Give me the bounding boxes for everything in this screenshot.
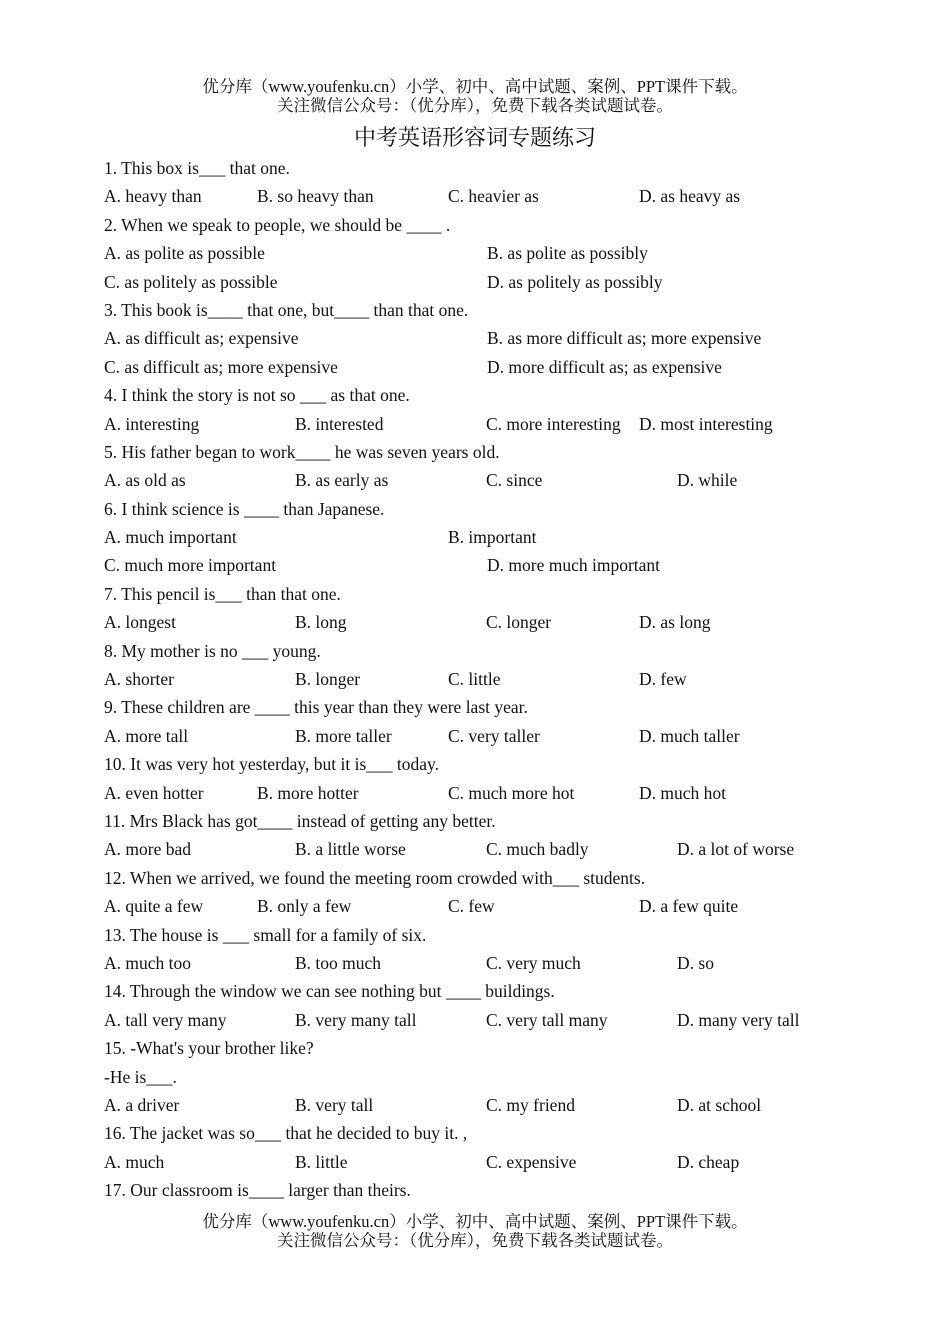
question-stem [104, 807, 834, 835]
question-text: 9. These children are ____ this year than they were last year. [104, 697, 528, 718]
question-stem [104, 381, 834, 409]
option-row [104, 551, 834, 579]
option-row [104, 523, 834, 551]
option-c: C. more interesting [486, 413, 621, 434]
question-stem [104, 921, 834, 949]
top-banner [0, 77, 950, 115]
question-text: 13. The house is ___ small for a family of six. [104, 924, 427, 945]
option-a: A. longest [104, 612, 176, 633]
option-b: B. more taller [295, 725, 392, 746]
option-a: A. more tall [104, 725, 189, 746]
option-a: A. much [104, 1151, 165, 1172]
option-row [104, 239, 834, 267]
option-b: B. a little worse [295, 839, 406, 860]
option-a: A. much too [104, 952, 192, 973]
option-row [104, 1148, 834, 1176]
page-title: 中考英语形容词专题练习 [353, 126, 596, 151]
option-d: D. much hot [639, 782, 727, 803]
option-row [104, 1091, 834, 1119]
question-text: 15. -What's your brother like? [104, 1038, 314, 1059]
option-b: B. longer [295, 669, 361, 690]
question-text: 5. His father began to work____ he was seven years old. [104, 441, 500, 462]
option-row [104, 466, 834, 494]
option-row [104, 268, 834, 296]
question-stem [104, 1176, 834, 1204]
question-stem [104, 580, 834, 608]
banner-line-2: 关注微信公众号：（优分库），免费下载各类试题试卷。 [277, 96, 673, 115]
option-d: D. so [677, 952, 714, 973]
option-a: A. a driver [104, 1094, 180, 1115]
option-c: C. much badly [486, 839, 589, 860]
option-d: D. a lot of worse [677, 839, 795, 860]
option-row [104, 353, 834, 381]
option-b: B. so heavy than [257, 186, 374, 207]
option-c: C. very tall many [486, 1009, 608, 1030]
option-b: B. as polite as possibly [487, 243, 648, 264]
question-text: 17. Our classroom is____ larger than theirs. [104, 1180, 411, 1201]
option-row [104, 1006, 834, 1034]
question-text: 6. I think science is ____ than Japanese. [104, 498, 385, 519]
option-c: C. little [448, 669, 501, 690]
option-d: D. a few quite [639, 896, 739, 917]
option-a: A. much important [104, 527, 237, 548]
option-a: A. shorter [104, 669, 174, 690]
banner-line-1: 优分库（www.youfenku.cn）小学、初中、高中试题、案例、PPT课件下载。 [202, 77, 748, 96]
option-c: C. very much [486, 952, 581, 973]
question-stem [104, 495, 834, 523]
option-b: D. as politely as possibly [487, 271, 663, 292]
option-a: A. more bad [104, 839, 191, 860]
banner-line-1: 优分库（www.youfenku.cn）小学、初中、高中试题、案例、PPT课件下载。 [202, 1212, 748, 1231]
option-c: C. longer [486, 612, 552, 633]
option-row [104, 324, 834, 352]
option-a: A. even hotter [104, 782, 204, 803]
question-text: 16. The jacket was so___ that he decided to buy it. , [104, 1123, 468, 1144]
option-c: C. much more hot [448, 782, 575, 803]
option-row [104, 182, 834, 210]
option-d: D. as heavy as [639, 186, 741, 207]
option-a: A. as polite as possible [104, 243, 265, 264]
option-d: D. at school [677, 1094, 762, 1115]
option-a: C. as politely as possible [104, 271, 278, 292]
option-c: C. few [448, 896, 495, 917]
question-stem [104, 750, 834, 778]
question-stem [104, 154, 834, 182]
question-text: 10. It was very hot yesterday, but it is___ today. [104, 754, 440, 775]
question-text: 4. I think the story is not so ___ as that one. [104, 385, 410, 406]
question-stem [104, 211, 834, 239]
question-text: 14. Through the window we can see nothing but ____ buildings. [104, 981, 555, 1002]
option-a: A. heavy than [104, 186, 202, 207]
banner-line-2: 关注微信公众号：（优分库），免费下载各类试题试卷。 [277, 1231, 673, 1250]
option-b: B. only a few [257, 896, 352, 917]
option-b: D. more difficult as; as expensive [487, 356, 722, 377]
option-row [104, 779, 834, 807]
option-a: A. as old as [104, 470, 186, 491]
question-stem-continued [104, 1063, 834, 1091]
question-text: 2. When we speak to people, we should be ____ . [104, 214, 451, 235]
option-row [104, 722, 834, 750]
option-c: C. my friend [486, 1094, 575, 1115]
question-text: 3. This book is____ that one, but____ than that one. [104, 299, 469, 320]
question-stem [104, 1034, 834, 1062]
option-b: D. more much important [487, 555, 661, 576]
option-d: D. few [639, 669, 687, 690]
option-b: B. more hotter [257, 782, 359, 803]
question-text: -He is___. [104, 1066, 177, 1087]
question-stem [104, 296, 834, 324]
question-stem [104, 864, 834, 892]
question-stem [104, 637, 834, 665]
question-stem [104, 438, 834, 466]
option-c: C. heavier as [448, 186, 539, 207]
option-a: A. quite a few [104, 896, 204, 917]
option-b: B. important [448, 527, 537, 548]
bottom-banner [0, 1212, 950, 1250]
option-d: D. most interesting [639, 413, 773, 434]
question-list [104, 154, 834, 1204]
question-stem [104, 1119, 834, 1147]
question-text: 12. When we arrived, we found the meeting room crowded with___ students. [104, 867, 646, 888]
option-b: B. long [295, 612, 347, 633]
option-d: D. as long [639, 612, 711, 633]
option-row [104, 892, 834, 920]
question-text: 8. My mother is no ___ young. [104, 640, 321, 661]
option-a: C. much more important [104, 555, 277, 576]
question-text: 1. This box is___ that one. [104, 158, 290, 178]
question-stem [104, 977, 834, 1005]
option-d: D. much taller [639, 725, 740, 746]
option-b: B. too much [295, 952, 382, 973]
option-b: B. interested [295, 413, 384, 434]
option-b: B. very tall [295, 1094, 374, 1115]
option-b: B. little [295, 1151, 348, 1172]
option-row [104, 949, 834, 977]
option-b: B. as early as [295, 470, 389, 491]
option-c: C. since [486, 470, 543, 491]
option-b: B. as more difficult as; more expensive [487, 328, 762, 349]
option-a: A. as difficult as; expensive [104, 328, 299, 349]
option-a: A. interesting [104, 413, 200, 434]
option-row [104, 608, 834, 636]
option-d: D. many very tall [677, 1009, 800, 1030]
option-a: A. tall very many [104, 1009, 227, 1030]
question-text: 7. This pencil is___ than that one. [104, 583, 341, 604]
option-d: D. cheap [677, 1151, 740, 1172]
option-c: C. expensive [486, 1151, 577, 1172]
option-b: B. very many tall [295, 1009, 417, 1030]
question-stem [104, 693, 834, 721]
option-row [104, 665, 834, 693]
option-row [104, 410, 834, 438]
question-text: 11. Mrs Black has got____ instead of getting any better. [104, 810, 496, 831]
option-c: C. very taller [448, 725, 540, 746]
option-a: C. as difficult as; more expensive [104, 356, 338, 377]
option-d: D. while [677, 470, 738, 491]
option-row [104, 835, 834, 863]
